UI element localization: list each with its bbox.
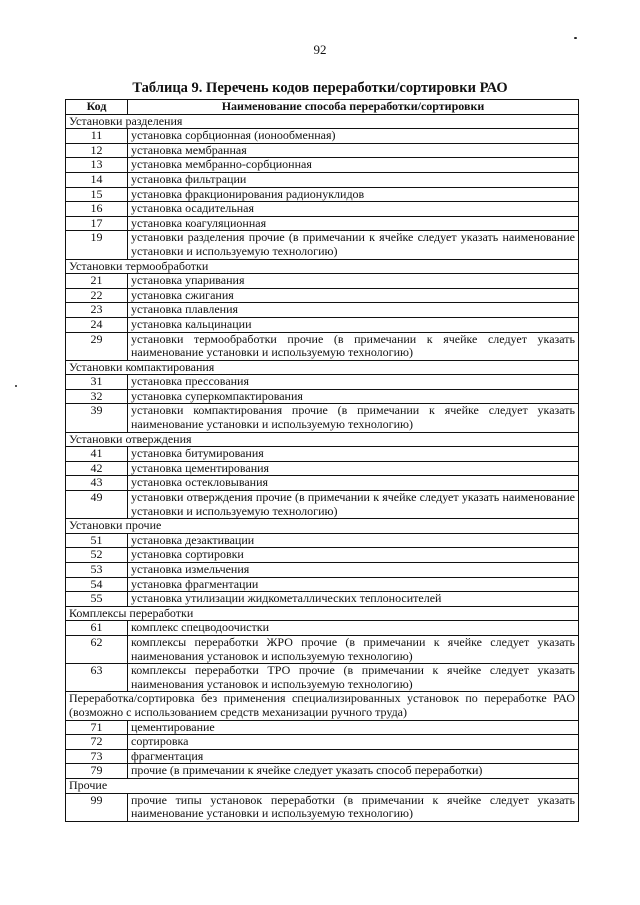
code-cell: 15 <box>66 187 128 202</box>
name-cell: прочие (в примечании к ячейке следует указать способ переработки) <box>128 764 579 779</box>
table-row <box>66 577 579 592</box>
table-row <box>66 447 579 462</box>
section-title: Переработка/сортировка без применения специализированных установок по переработке РАО (возможно с использованием средств механизации ручного труда) <box>66 692 579 720</box>
code-cell: 41 <box>66 447 128 462</box>
scan-speck <box>574 37 577 39</box>
table-row <box>66 332 579 360</box>
section-row <box>66 432 579 447</box>
table-row <box>66 216 579 231</box>
code-cell: 39 <box>66 404 128 432</box>
table-row <box>66 303 579 318</box>
name-cell: установка сорбционная (ионообменная) <box>128 129 579 144</box>
code-cell: 22 <box>66 288 128 303</box>
name-cell: установка упаривания <box>128 274 579 289</box>
code-cell: 79 <box>66 764 128 779</box>
column-header-code: Код <box>66 100 128 115</box>
code-cell: 99 <box>66 793 128 821</box>
name-cell: установка фильтрации <box>128 172 579 187</box>
name-cell: сортировка <box>128 735 579 750</box>
code-cell: 72 <box>66 735 128 750</box>
table-row <box>66 476 579 491</box>
table-row <box>66 664 579 692</box>
name-cell: прочие типы установок переработки (в примечании к ячейке следует указать наименование установки и используемую технологию) <box>128 793 579 821</box>
section-row <box>66 519 579 534</box>
section-row <box>66 114 579 129</box>
name-cell: фрагментация <box>128 749 579 764</box>
code-cell: 49 <box>66 491 128 519</box>
section-row <box>66 606 579 621</box>
name-cell: установка плавления <box>128 303 579 318</box>
section-row <box>66 259 579 274</box>
section-title: Установки компактирования <box>66 360 579 375</box>
table-row <box>66 202 579 217</box>
name-cell: установка осадительная <box>128 202 579 217</box>
table-row <box>66 129 579 144</box>
table-row <box>66 143 579 158</box>
code-cell: 42 <box>66 461 128 476</box>
table-row <box>66 764 579 779</box>
section-row <box>66 360 579 375</box>
name-cell: установки термообработки прочие (в примечании к ячейке следует указать наименование установки и используемую технологию) <box>128 332 579 360</box>
name-cell: установка сортировки <box>128 548 579 563</box>
name-cell: установка утилизации жидкометаллических теплоносителей <box>128 592 579 607</box>
code-cell: 11 <box>66 129 128 144</box>
section-row <box>66 692 579 720</box>
name-cell: комплексы переработки ТРО прочие (в примечании к ячейке следует указать наименования установок и используемую технологию) <box>128 664 579 692</box>
code-cell: 54 <box>66 577 128 592</box>
table-row <box>66 749 579 764</box>
table-body <box>66 114 579 821</box>
table-row <box>66 172 579 187</box>
table-row <box>66 533 579 548</box>
code-cell: 63 <box>66 664 128 692</box>
table-row <box>66 735 579 750</box>
column-header-name: Наименование способа переработки/сортировки <box>128 100 579 115</box>
code-cell: 32 <box>66 389 128 404</box>
code-cell: 19 <box>66 231 128 259</box>
table-row <box>66 187 579 202</box>
page-number: 92 <box>313 42 327 57</box>
table-row <box>66 158 579 173</box>
table-title: Таблица 9. Перечень кодов переработки/сортировки РАО <box>132 80 508 96</box>
code-cell: 62 <box>66 635 128 663</box>
table-row <box>66 375 579 390</box>
name-cell: установка коагуляционная <box>128 216 579 231</box>
table-row <box>66 621 579 636</box>
table-row <box>66 317 579 332</box>
section-title: Прочие <box>66 778 579 793</box>
table-row <box>66 720 579 735</box>
section-title: Установки разделения <box>66 114 579 129</box>
code-cell: 71 <box>66 720 128 735</box>
code-cell: 13 <box>66 158 128 173</box>
name-cell: установка фракционирования радионуклидов <box>128 187 579 202</box>
section-title: Установки термообработки <box>66 259 579 274</box>
name-cell: цементирование <box>128 720 579 735</box>
name-cell: установки компактирования прочие (в примечании к ячейке следует указать наименование установки и используемую технологию) <box>128 404 579 432</box>
name-cell: установка фрагментации <box>128 577 579 592</box>
name-cell: установка цементирования <box>128 461 579 476</box>
processing-codes-table <box>65 99 579 822</box>
section-title: Установки прочие <box>66 519 579 534</box>
code-cell: 55 <box>66 592 128 607</box>
name-cell: установка кальцинации <box>128 317 579 332</box>
table-row <box>66 491 579 519</box>
code-cell: 21 <box>66 274 128 289</box>
code-cell: 14 <box>66 172 128 187</box>
name-cell: установка мембранно-сорбционная <box>128 158 579 173</box>
section-title: Комплексы переработки <box>66 606 579 621</box>
code-cell: 43 <box>66 476 128 491</box>
name-cell: установка прессования <box>128 375 579 390</box>
table-row <box>66 231 579 259</box>
table-row <box>66 288 579 303</box>
code-cell: 12 <box>66 143 128 158</box>
table-row <box>66 793 579 821</box>
name-cell: установки разделения прочие (в примечании к ячейке следует указать наименование установки и используемую технологию) <box>128 231 579 259</box>
table-row <box>66 274 579 289</box>
code-cell: 23 <box>66 303 128 318</box>
table-row <box>66 461 579 476</box>
code-cell: 51 <box>66 533 128 548</box>
table-row <box>66 389 579 404</box>
scan-speck <box>15 385 17 387</box>
name-cell: комплексы переработки ЖРО прочие (в примечании к ячейке следует указать наименования установок и используемую технологию) <box>128 635 579 663</box>
name-cell: установка суперкомпактирования <box>128 389 579 404</box>
code-cell: 73 <box>66 749 128 764</box>
table-row <box>66 592 579 607</box>
code-cell: 61 <box>66 621 128 636</box>
section-row <box>66 778 579 793</box>
table-row <box>66 548 579 563</box>
code-cell: 31 <box>66 375 128 390</box>
table-row <box>66 404 579 432</box>
table-header-row <box>66 100 579 115</box>
code-cell: 16 <box>66 202 128 217</box>
code-cell: 52 <box>66 548 128 563</box>
name-cell: установка измельчения <box>128 563 579 578</box>
name-cell: комплекс спецводоочистки <box>128 621 579 636</box>
name-cell: установки отверждения прочие (в примечании к ячейке следует указать наименование установки и используемую технологию) <box>128 491 579 519</box>
name-cell: установка сжигания <box>128 288 579 303</box>
name-cell: установка остекловывания <box>128 476 579 491</box>
code-cell: 53 <box>66 563 128 578</box>
section-title: Установки отверждения <box>66 432 579 447</box>
name-cell: установка битумирования <box>128 447 579 462</box>
code-cell: 24 <box>66 317 128 332</box>
table-row <box>66 635 579 663</box>
name-cell: установка мембранная <box>128 143 579 158</box>
code-cell: 29 <box>66 332 128 360</box>
table-row <box>66 563 579 578</box>
name-cell: установка дезактивации <box>128 533 579 548</box>
code-cell: 17 <box>66 216 128 231</box>
